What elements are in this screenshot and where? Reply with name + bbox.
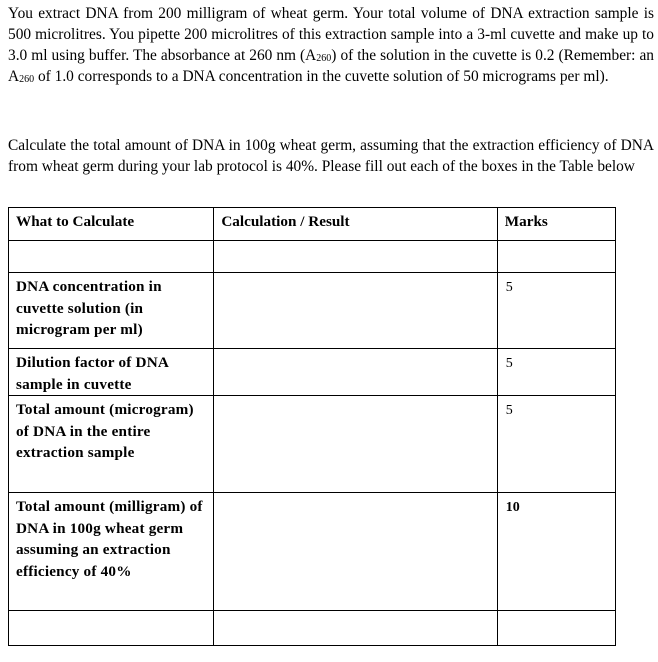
table-row (9, 493, 616, 611)
header-marks: Marks (497, 208, 615, 241)
problem-text-part2: ) of the solution in the cuvette is 0.2 (Remember: an A (8, 47, 654, 85)
what-cell: Total amount (microgram) of DNA in the entire extraction sample (9, 396, 214, 493)
subscript-260-second: 260 (19, 74, 35, 85)
marks-cell: 5 (497, 273, 615, 349)
blank-cell[interactable] (214, 241, 497, 273)
blank-cell[interactable] (214, 611, 497, 646)
result-input-cell[interactable] (214, 396, 497, 493)
blank-cell[interactable] (497, 241, 615, 273)
header-calculation-result: Calculation / Result (214, 208, 497, 241)
table-row-blank-bottom (9, 611, 616, 646)
table-row (9, 396, 616, 493)
calculation-table (8, 207, 616, 646)
subscript-260-first: 260 (316, 53, 332, 64)
blank-cell[interactable] (497, 611, 615, 646)
marks-cell: 5 (497, 349, 615, 396)
table-row (9, 349, 616, 396)
result-input-cell[interactable] (214, 349, 497, 396)
result-input-cell[interactable] (214, 273, 497, 349)
problem-statement (8, 3, 654, 87)
table-row-blank-top (9, 241, 616, 273)
blank-cell[interactable] (9, 241, 214, 273)
what-cell: DNA concentration in cuvette solution (in microgram per ml) (9, 273, 214, 349)
problem-text-part3: of 1.0 corresponds to a DNA concentration in the cuvette solution of 50 micrograms per ml). (34, 68, 609, 85)
table-header-row (9, 208, 616, 241)
header-what-to-calculate: What to Calculate (9, 208, 214, 241)
marks-cell: 5 (497, 396, 615, 493)
task-instructions: Calculate the total amount of DNA in 100g wheat germ, assuming that the extraction efficiency of DNA from wheat germ during your lab protocol is 40%. Please fill out each of the boxes in the Table below (8, 137, 654, 175)
blank-cell[interactable] (9, 611, 214, 646)
problem-text-part1: You extract DNA from 200 milligram of wheat germ. Your total volume of DNA extraction sample is 500 microlitres. You pipette 200 microlitres of this extraction sample into a 3-ml cuvette and make up to 3.0 ml using buffer. The absorbance at 260 nm (A (8, 5, 654, 64)
result-input-cell[interactable] (214, 493, 497, 611)
table-row (9, 273, 616, 349)
what-cell: Dilution factor of DNA sample in cuvette (9, 349, 214, 396)
what-cell: Total amount (milligram) of DNA in 100g wheat germ assuming an extraction efficiency of 40% (9, 493, 214, 611)
marks-cell: 10 (497, 493, 615, 611)
